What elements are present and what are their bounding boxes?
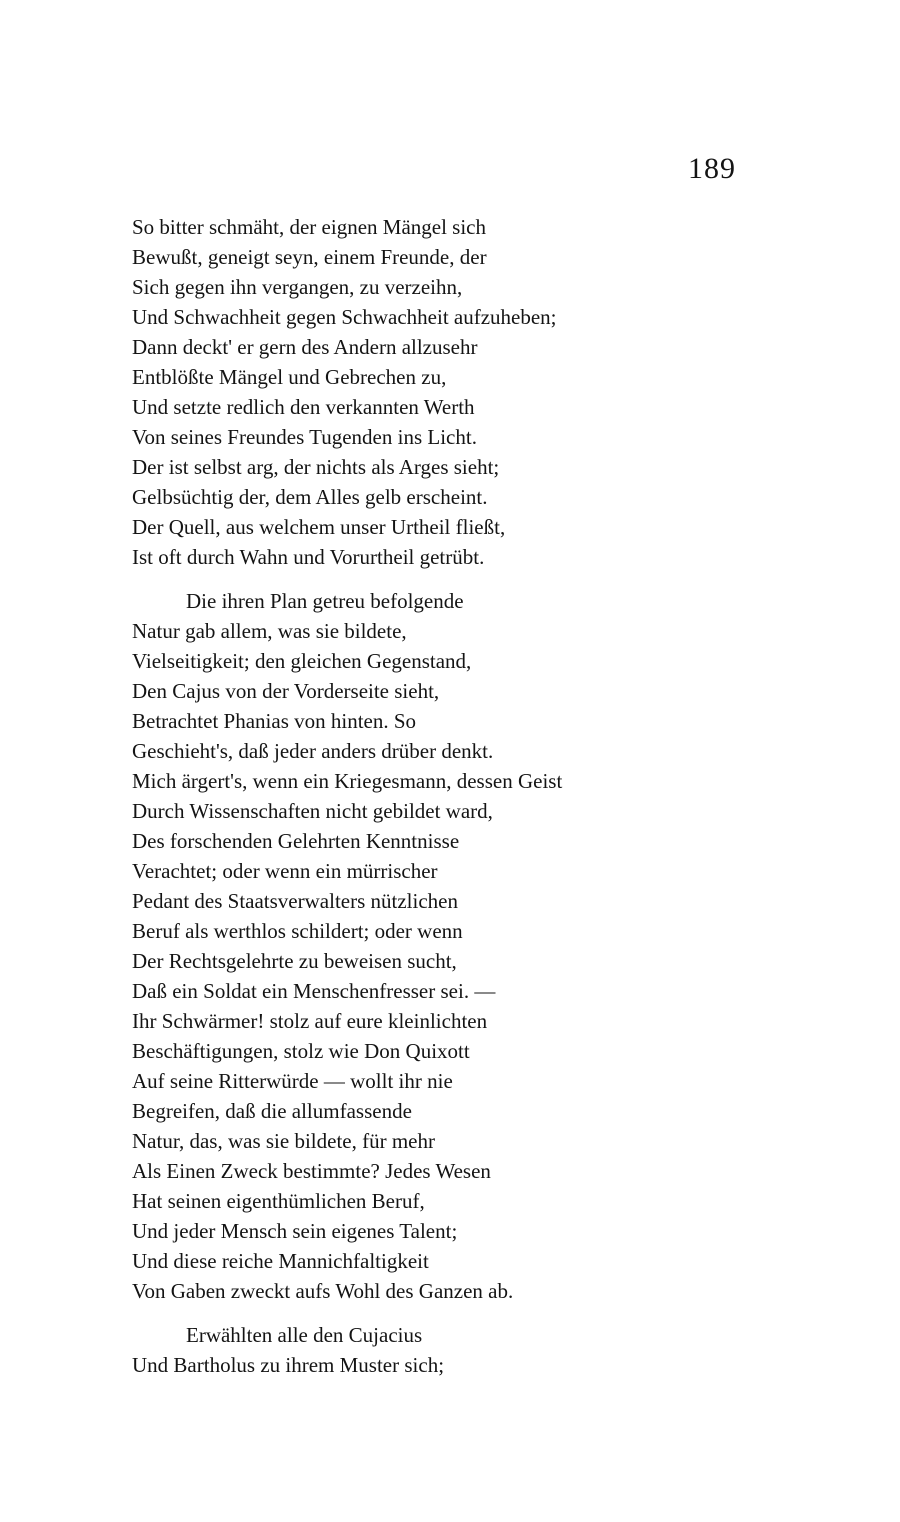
text-line: Die ihren Plan getreu befolgende — [186, 589, 464, 613]
text-line: Ist oft durch Wahn und Vorurtheil getrübt. — [132, 545, 485, 569]
text-line: Als Einen Zweck bestimmte? Jedes Wesen — [132, 1159, 491, 1183]
text-line: Vielseitigkeit; den gleichen Gegenstand, — [132, 649, 472, 673]
text-line: Entblößte Mängel und Gebrechen zu, — [132, 365, 447, 389]
text-line: Der Quell, aus welchem unser Urtheil fließt, — [132, 515, 506, 539]
text-line: Sich gegen ihn vergangen, zu verzeihn, — [132, 275, 463, 299]
text-line: Gelbsüchtig der, dem Alles gelb erscheint. — [132, 485, 488, 509]
text-line: Begreifen, daß die allumfassende — [132, 1099, 412, 1123]
text-line: Beruf als werthlos schildert; oder wenn — [132, 919, 463, 943]
text-line: So bitter schmäht, der eignen Mängel sich — [132, 215, 486, 239]
text-line: Pedant des Staatsverwalters nützlichen — [132, 889, 458, 913]
text-line: Der Rechtsgelehrte zu beweisen sucht, — [132, 949, 457, 973]
text-line: Beschäftigungen, stolz wie Don Quixott — [132, 1039, 470, 1063]
text-line: Geschieht's, daß jeder anders drüber denkt. — [132, 739, 494, 763]
text-line: Mich ärgert's, wenn ein Kriegesmann, dessen Geist — [132, 769, 563, 793]
text-line: Durch Wissenschaften nicht gebildet ward, — [132, 799, 493, 823]
text-line: Ihr Schwärmer! stolz auf eure kleinlichten — [132, 1009, 488, 1033]
text-line: Verachtet; oder wenn ein mürrischer — [132, 859, 438, 883]
text-line: Bewußt, geneigt seyn, einem Freunde, der — [132, 245, 487, 269]
text-line: Den Cajus von der Vorderseite sieht, — [132, 679, 440, 703]
text-line: Auf seine Ritterwürde — wollt ihr nie — [132, 1069, 453, 1093]
text-line: Hat seinen eigenthümlichen Beruf, — [132, 1189, 425, 1213]
poem-text — [132, 212, 752, 1380]
text-line: Dann deckt' er gern des Andern allzusehr — [132, 335, 478, 359]
text-line: Daß ein Soldat ein Menschenfresser sei. — — [132, 979, 496, 1003]
text-line: Von seines Freundes Tugenden ins Licht. — [132, 425, 477, 449]
page-number: 189 — [688, 152, 736, 185]
stanza — [132, 212, 752, 572]
text-line: Und Schwachheit gegen Schwachheit aufzuheben; — [132, 305, 557, 329]
stanza — [132, 1320, 752, 1380]
text-line: Und jeder Mensch sein eigenes Talent; — [132, 1219, 458, 1243]
stanza — [132, 586, 752, 1306]
text-line: Betrachtet Phanias von hinten. So — [132, 709, 417, 733]
text-line: Und setzte redlich den verkannten Werth — [132, 395, 475, 419]
text-line: Der ist selbst arg, der nichts als Arges sieht; — [132, 455, 500, 479]
text-line: Und diese reiche Mannichfaltigkeit — [132, 1249, 429, 1273]
text-line: Des forschenden Gelehrten Kenntnisse — [132, 829, 460, 853]
text-line: Von Gaben zweckt aufs Wohl des Ganzen ab. — [132, 1279, 514, 1303]
text-line: Und Bartholus zu ihrem Muster sich; — [132, 1353, 445, 1377]
text-line: Natur gab allem, was sie bildete, — [132, 619, 407, 643]
text-line: Erwählten alle den Cujacius — [186, 1323, 423, 1347]
text-line: Natur, das, was sie bildete, für mehr — [132, 1129, 435, 1153]
